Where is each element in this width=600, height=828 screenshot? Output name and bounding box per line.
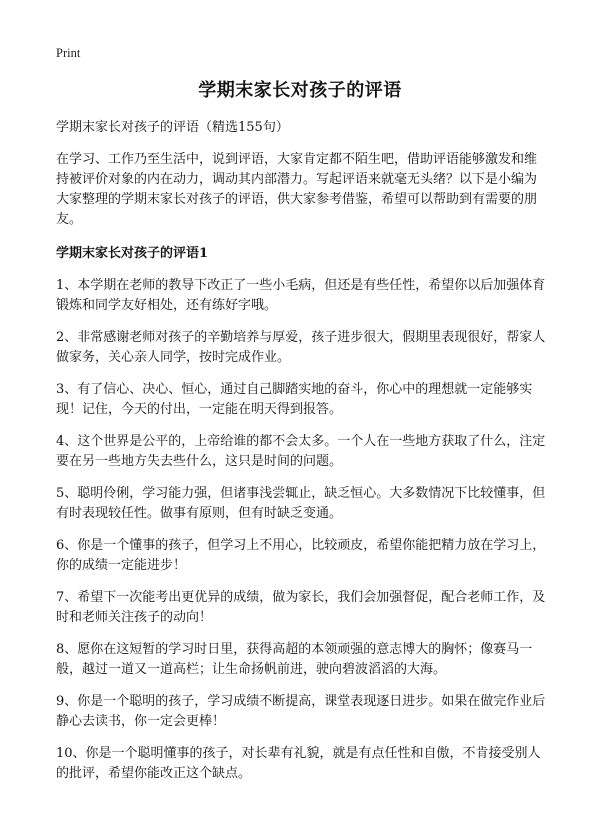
- comment-item: 8、愿你在这短暂的学习时日里，获得高超的本领顽强的意志博大的胸怀；像赛马一般，越过一道又一道高栏；让生命扬帆前进，驶向碧波滔滔的大海。: [56, 642, 533, 677]
- comment-item: 7、希望下一次能考出更优异的成绩，做为家长，我们会加强督促，配合老师工作，及时和老师关注孩子的动向！: [56, 590, 546, 625]
- comment-item: 3、有了信心、决心、恒心，通过自己脚踏实地的奋斗，你心中的理想就一定能够实现！记住，今天的付出，一定能在明天得到报答。: [56, 382, 533, 417]
- comment-item: 1、本学期在老师的教导下改正了一些小毛病，但还是有些任性，希望你以后加强体育锻炼和同学友好相处，还有练好字哦。: [56, 278, 546, 313]
- print-link[interactable]: Print: [56, 46, 81, 60]
- article-body: [56, 118, 548, 796]
- section-heading: 学期末家长对孩子的评语1: [56, 246, 209, 261]
- article-subtitle: 学期末家长对孩子的评语（精选155句）: [56, 120, 289, 135]
- comment-item: 9、你是一个聪明的孩子，学习成绩不断提高，课堂表现逐日进步。如果在做完作业后静心去读书，你一定会更棒！: [56, 694, 546, 729]
- intro-paragraph: 在学习、工作乃至生活中，说到评语，大家肯定都不陌生吧，借助评语能够激发和维持被评价对象的内在动力，调动其内部潜力。写起评语来就毫无头绪？以下是小编为大家整理的学期末家长对孩子的评语，供大家参考借鉴，希望可以帮助到有需要的朋友。: [56, 152, 538, 227]
- comment-item: 2、非常感谢老师对孩子的辛勤培养与厚爱，孩子进步很大，假期里表现很好，帮家人做家务，关心亲人同学，按时完成作业。: [56, 330, 546, 365]
- comment-item: 6、你是一个懂事的孩子，但学习上不用心，比较顽皮，希望你能把精力放在学习上，你的成绩一定能进步！: [56, 538, 546, 573]
- comment-item: 10、你是一个聪明懂事的孩子，对长辈有礼貌，就是有点任性和自傲，不肯接受别人的批评，希望你能改正这个缺点。: [56, 746, 541, 781]
- comment-item: 4、这个世界是公平的，上帝给谁的都不会太多。一个人在一些地方获取了什么，注定要在另一些地方失去些什么，这只是时间的问题。: [56, 434, 546, 469]
- comment-item: 5、聪明伶俐，学习能力强，但诸事浅尝辄止，缺乏恒心。大多数情况下比较懂事，但有时表现较任性。做事有原则，但有时缺乏变通。: [56, 486, 546, 521]
- page-title: 学期末家长对孩子的评语: [198, 80, 402, 101]
- comment-list: [56, 276, 548, 784]
